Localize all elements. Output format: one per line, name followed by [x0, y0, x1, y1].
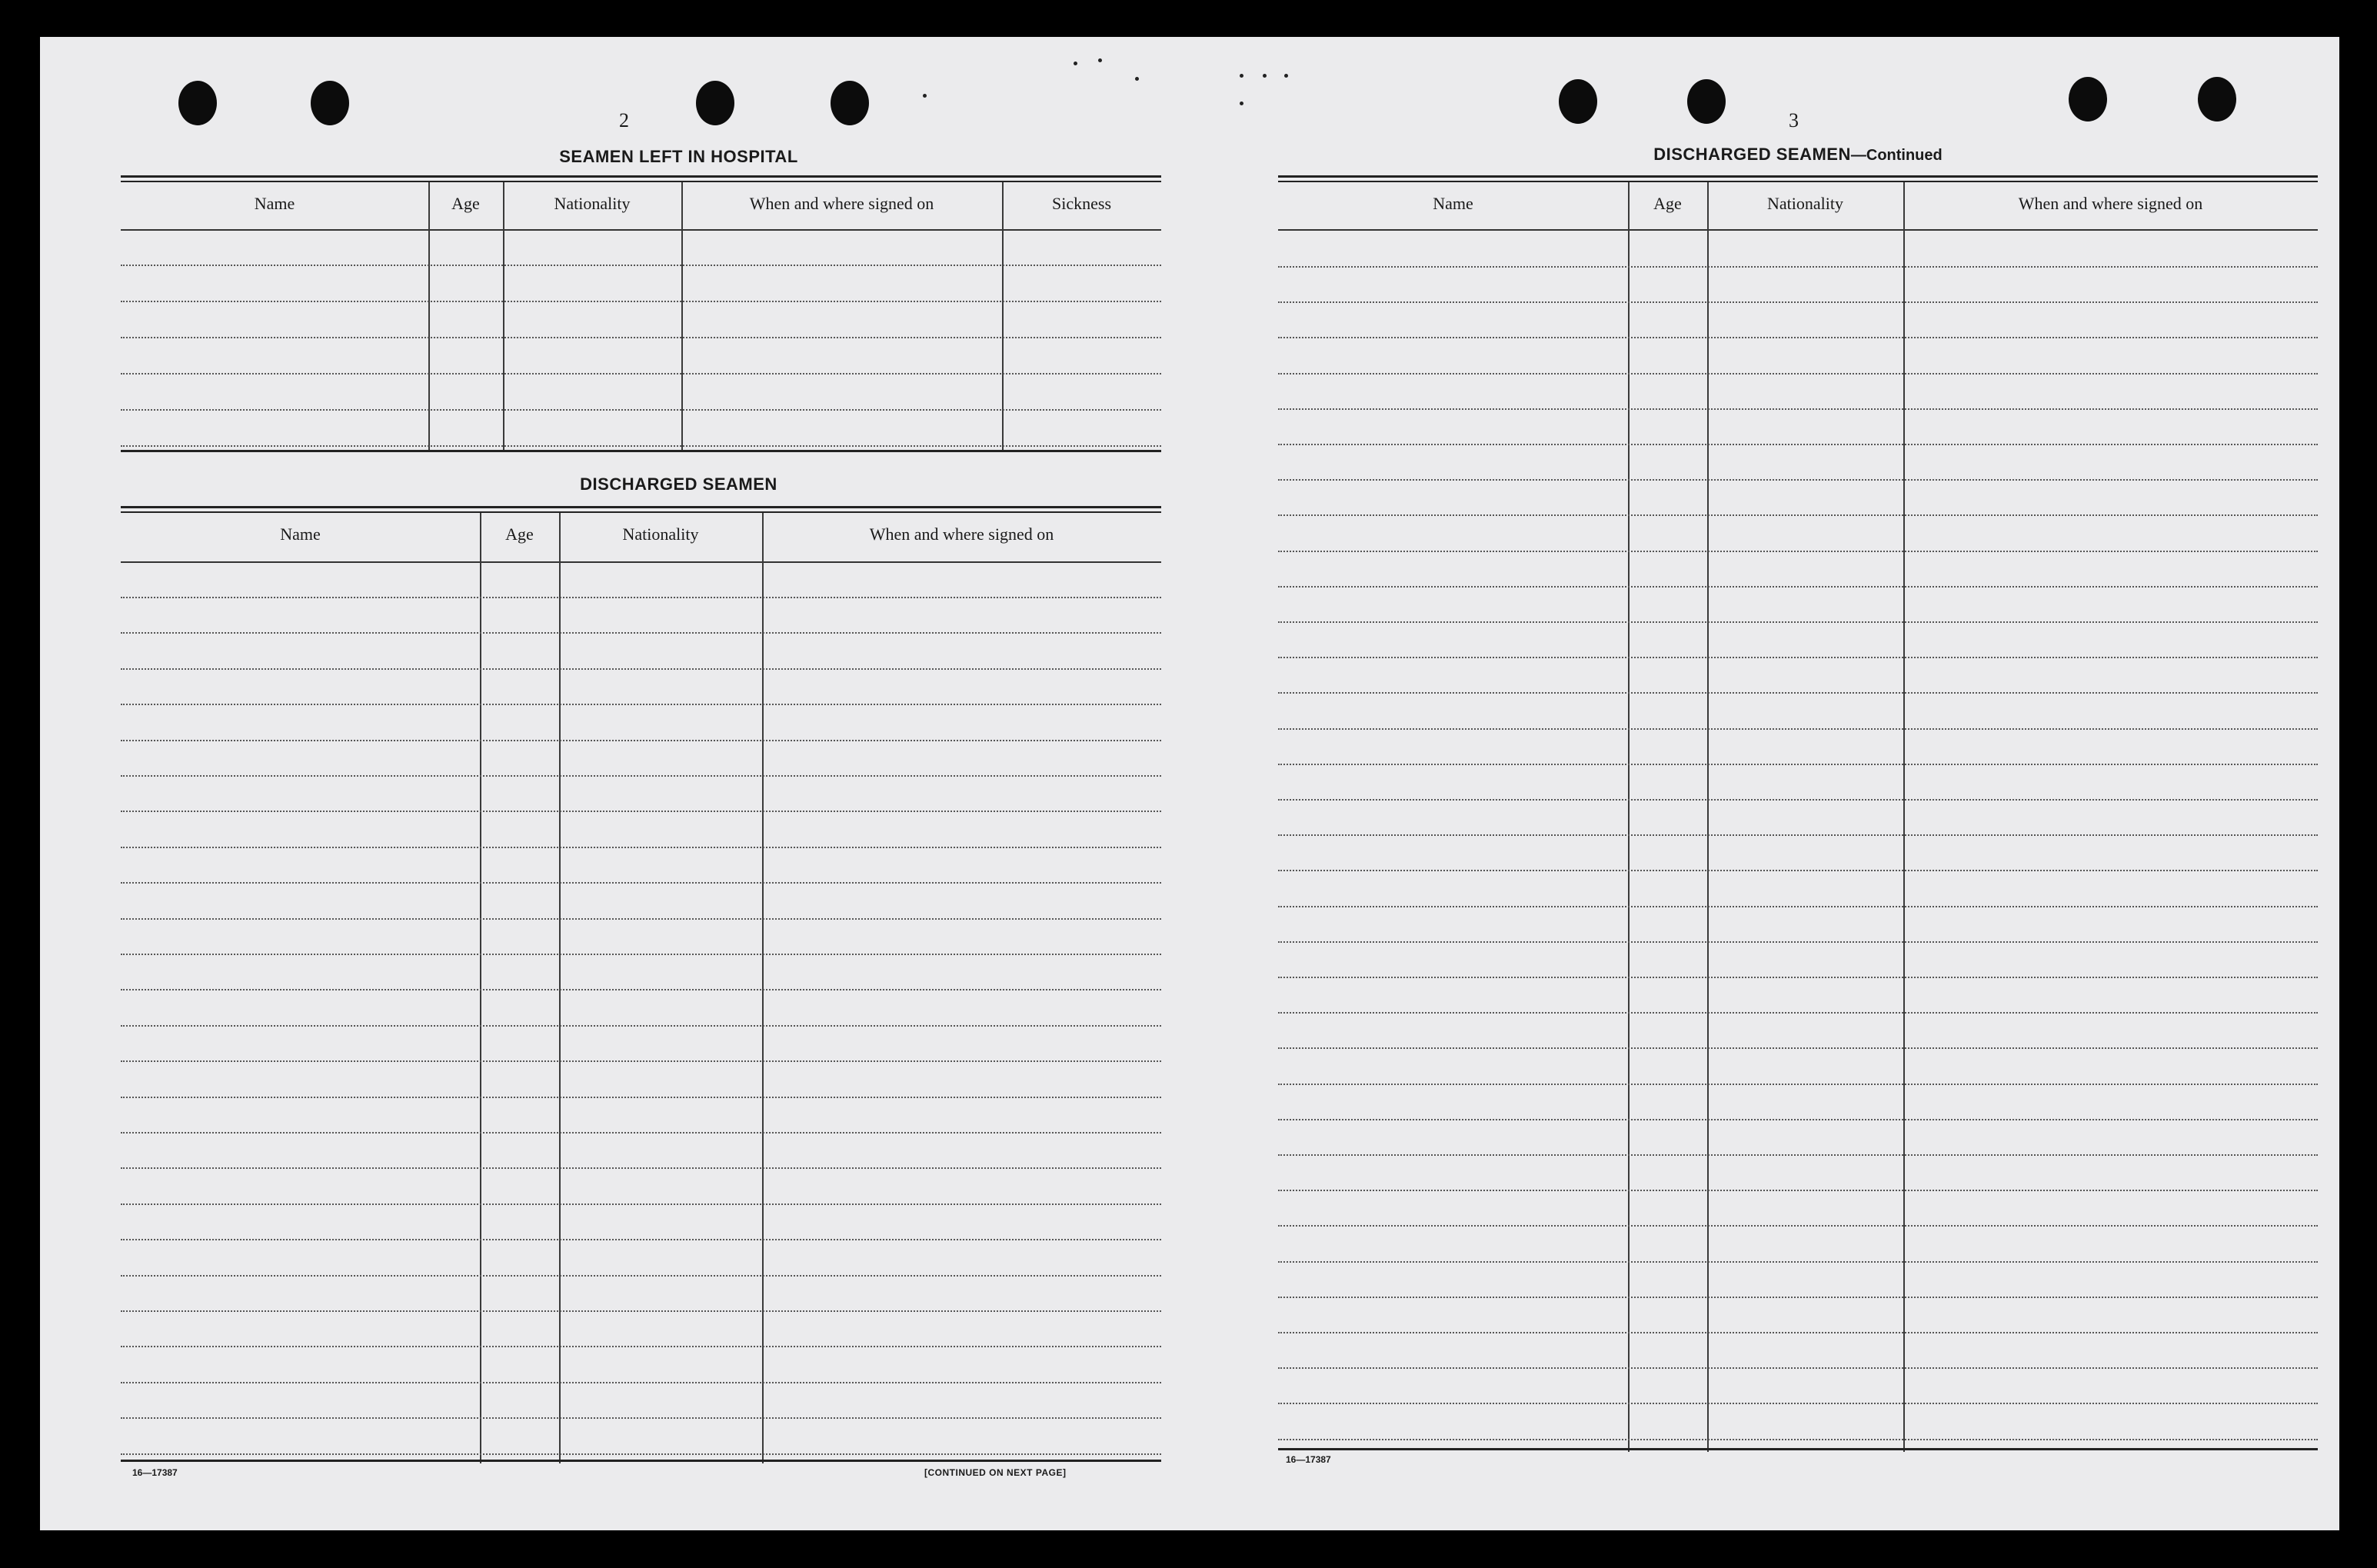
table-row: [1278, 444, 2318, 445]
table-row: [121, 301, 1161, 302]
table-row: [1278, 586, 2318, 588]
column-divider: [480, 513, 481, 1463]
table-row: [1278, 657, 2318, 658]
table-top-rule: [121, 181, 1161, 182]
table-row: [1278, 408, 2318, 410]
table-row: [121, 1417, 1161, 1419]
table-row: [121, 989, 1161, 990]
table-row: [121, 847, 1161, 848]
table-row: [1278, 337, 2318, 338]
table-row: [121, 373, 1161, 375]
paper-speck: [1074, 62, 1077, 65]
column-header-nationality: Nationality: [1767, 194, 1843, 213]
table-row: [121, 1275, 1161, 1277]
document-sheet: [40, 37, 2339, 1530]
paper-speck: [1240, 74, 1243, 78]
header-separator: [121, 229, 1161, 231]
table-bottom-rule: [121, 450, 1161, 452]
column-header-signed-on: When and where signed on: [2018, 194, 2203, 213]
column-divider: [762, 513, 764, 1463]
punch-hole: [2198, 77, 2236, 122]
paper-speck: [1240, 102, 1243, 105]
table-top-rule: [121, 506, 1161, 508]
column-divider: [428, 182, 430, 452]
table-row: [1278, 514, 2318, 516]
table-row: [1278, 621, 2318, 623]
table-row: [121, 704, 1161, 705]
table-row: [1278, 1297, 2318, 1298]
table-row: [121, 882, 1161, 884]
seamen-left-in-hospital-table: [121, 175, 1161, 452]
discharged-seamen-continued-table: [1278, 175, 2318, 1452]
column-divider: [503, 182, 504, 452]
table-row: [1278, 1367, 2318, 1369]
paper-speck: [1098, 58, 1102, 62]
table-row: [1278, 1047, 2318, 1049]
table-row: [1278, 1190, 2318, 1191]
discharged-continued-title: [1278, 145, 2318, 165]
table-top-rule: [1278, 181, 2318, 182]
discharged-seamen-table: [121, 506, 1161, 1463]
table-row: [1278, 1403, 2318, 1404]
continued-note: [CONTINUED ON NEXT PAGE]: [924, 1467, 1067, 1478]
column-header-age: Age: [451, 194, 480, 213]
header-separator: [121, 561, 1161, 563]
table-row: [1278, 1225, 2318, 1227]
table-row: [121, 445, 1161, 447]
table-bottom-rule: [121, 1460, 1161, 1462]
column-divider: [681, 182, 683, 452]
table-row: [1278, 1084, 2318, 1085]
punch-hole: [696, 81, 734, 125]
table-row: [1278, 373, 2318, 375]
column-divider: [559, 513, 561, 1463]
column-header-name: Name: [254, 194, 295, 213]
table-row: [1278, 906, 2318, 907]
table-row: [121, 1382, 1161, 1383]
table-row: [121, 265, 1161, 266]
table-row: [1278, 1332, 2318, 1333]
table-row: [1278, 1439, 2318, 1440]
table-row: [1278, 870, 2318, 871]
table-row: [121, 1239, 1161, 1240]
paper-speck: [1135, 77, 1139, 81]
table-row: [1278, 1119, 2318, 1120]
column-header-sickness: Sickness: [1052, 194, 1111, 213]
table-row: [121, 337, 1161, 338]
table-bottom-rule: [1278, 1448, 2318, 1450]
column-header-nationality: Nationality: [554, 194, 631, 213]
table-row: [121, 811, 1161, 812]
discharged-table-title: DISCHARGED SEAMEN: [580, 474, 777, 494]
paper-speck: [923, 94, 927, 98]
table-row: [1278, 834, 2318, 836]
page-number-right: 3: [1789, 109, 1799, 131]
table-top-rule: [121, 175, 1161, 178]
page-number-left: 2: [619, 109, 629, 131]
table-row: [121, 1167, 1161, 1169]
table-top-rule: [121, 511, 1161, 513]
paper-speck: [1263, 74, 1267, 78]
hospital-table-title: SEAMEN LEFT IN HOSPITAL: [559, 147, 798, 166]
column-header-age: Age: [505, 524, 534, 544]
table-row: [121, 1060, 1161, 1062]
table-row: [1278, 728, 2318, 730]
paper-speck: [1284, 74, 1288, 78]
column-header-name: Name: [1433, 194, 1473, 213]
table-row: [1278, 941, 2318, 943]
punch-hole: [2069, 77, 2107, 122]
table-row: [1278, 1154, 2318, 1156]
table-row: [121, 775, 1161, 777]
table-row: [121, 1203, 1161, 1205]
column-header-name: Name: [280, 524, 321, 544]
table-row: [1278, 977, 2318, 978]
table-row: [1278, 764, 2318, 765]
table-row: [121, 740, 1161, 741]
table-row: [121, 1346, 1161, 1347]
table-row: [1278, 799, 2318, 801]
table-row: [121, 1097, 1161, 1098]
table-row: [1278, 479, 2318, 481]
table-row: [121, 1025, 1161, 1027]
column-header-age: Age: [1653, 194, 1682, 213]
table-row: [1278, 692, 2318, 694]
table-row: [121, 409, 1161, 411]
table-row: [121, 1310, 1161, 1312]
header-separator: [1278, 229, 2318, 231]
table-row: [121, 1132, 1161, 1134]
punch-hole: [178, 81, 217, 125]
punch-hole: [831, 81, 869, 125]
form-code-left: 16—17387: [132, 1467, 178, 1478]
table-row: [121, 954, 1161, 955]
table-row: [121, 1453, 1161, 1455]
table-row: [121, 597, 1161, 598]
title-main: DISCHARGED SEAMEN: [1653, 145, 1851, 164]
table-row: [1278, 301, 2318, 303]
table-row: [1278, 1012, 2318, 1014]
column-header-nationality: Nationality: [622, 524, 699, 544]
table-row: [121, 918, 1161, 920]
form-code-right: 16—17387: [1286, 1454, 1331, 1465]
table-top-rule: [1278, 175, 2318, 178]
punch-hole: [1687, 79, 1726, 124]
column-header-signed-on: When and where signed on: [749, 194, 934, 213]
title-suffix: —Continued: [1850, 147, 1943, 164]
table-row: [1278, 1261, 2318, 1263]
punch-hole: [1559, 79, 1597, 124]
table-row: [1278, 551, 2318, 552]
table-row: [121, 668, 1161, 670]
table-row: [1278, 266, 2318, 268]
punch-hole: [311, 81, 349, 125]
column-divider: [1002, 182, 1004, 452]
column-header-signed-on: When and where signed on: [869, 524, 1054, 544]
table-row: [121, 632, 1161, 634]
